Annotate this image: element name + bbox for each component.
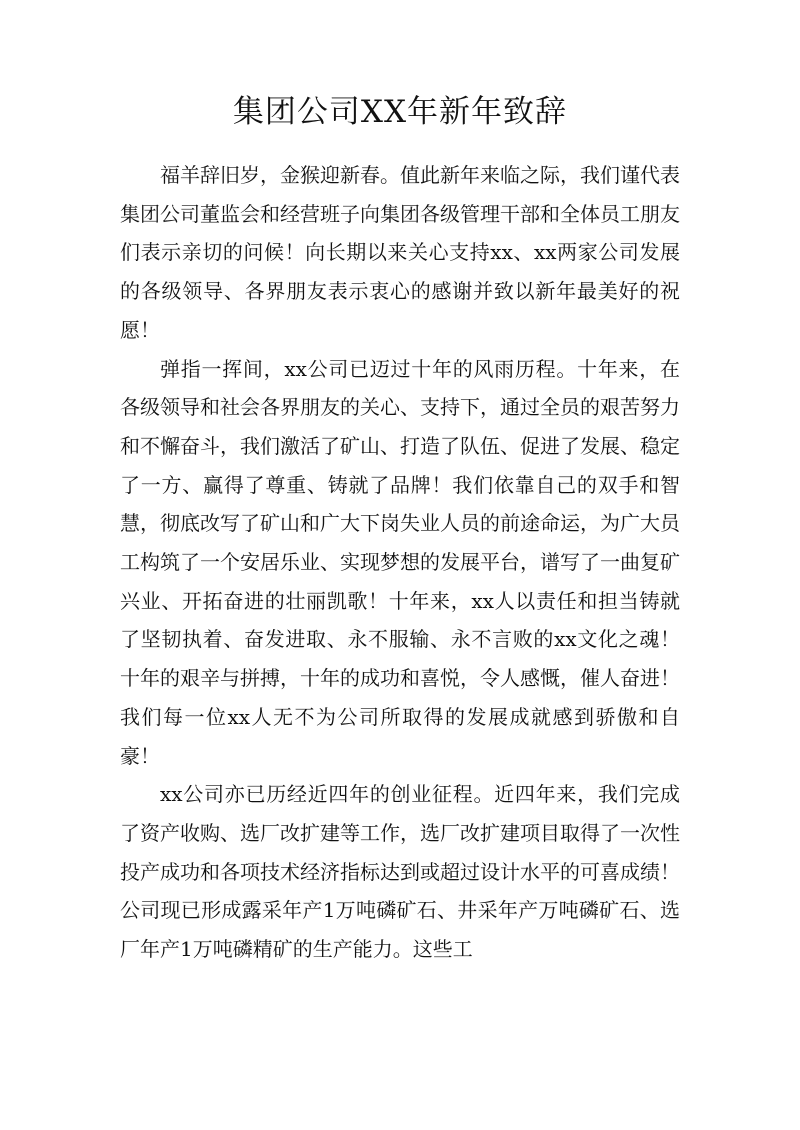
document-title: 集团公司XX年新年致辞 bbox=[232, 94, 568, 130]
paragraph-greeting: 福羊辞旧岁，金猴迎新春。值此新年来临之际，我们谨代表集团公司董监会和经营班子向集团各级管理干部和全体员工朋友们表示亲切的问候！向长期以来关心支持xx、xx两家公司发展的各级领导、各界朋友表示衷心的感谢并致以新年最美好的祝愿！ bbox=[120, 163, 680, 342]
document-body bbox=[120, 156, 680, 969]
paragraph-ten-years: 弹指一挥间，xx公司已迈过十年的风雨历程。十年来，在各级领导和社会各界朋友的关心、支持下，通过全员的艰苦努力和不懈奋斗，我们激活了矿山、打造了队伍、促进了发展、稳定了一方、赢得了尊重、铸就了品牌！我们依靠自己的双手和智慧，彻底改写了矿山和广大下岗失业人员的前途命运，为广大员工构筑了一个安居乐业、实现梦想的发展平台，谱写了一曲复矿兴业、开拓奋进的壮丽凯歌！十年来，xx人以责任和担当铸就了坚韧执着、奋发进取、永不服输、永不言败的xx文化之魂！十年的艰辛与拼搏，十年的成功和喜悦，令人感慨，催人奋进！我们每一位xx人无不为公司所取得的发展成就感到骄傲和自豪！ bbox=[120, 356, 680, 768]
paragraph-four-years: xx公司亦已历经近四年的创业征程。近四年来，我们完成了资产收购、选厂改扩建等工作，选厂改扩建项目取得了一次性投产成功和各项技术经济指标达到或超过设计水平的可喜成绩！公司现已形成露采年产1万吨磷矿石、井采年产万吨磷矿石、选厂年产1万吨磷精矿的生产能力。这些工 bbox=[120, 782, 680, 962]
